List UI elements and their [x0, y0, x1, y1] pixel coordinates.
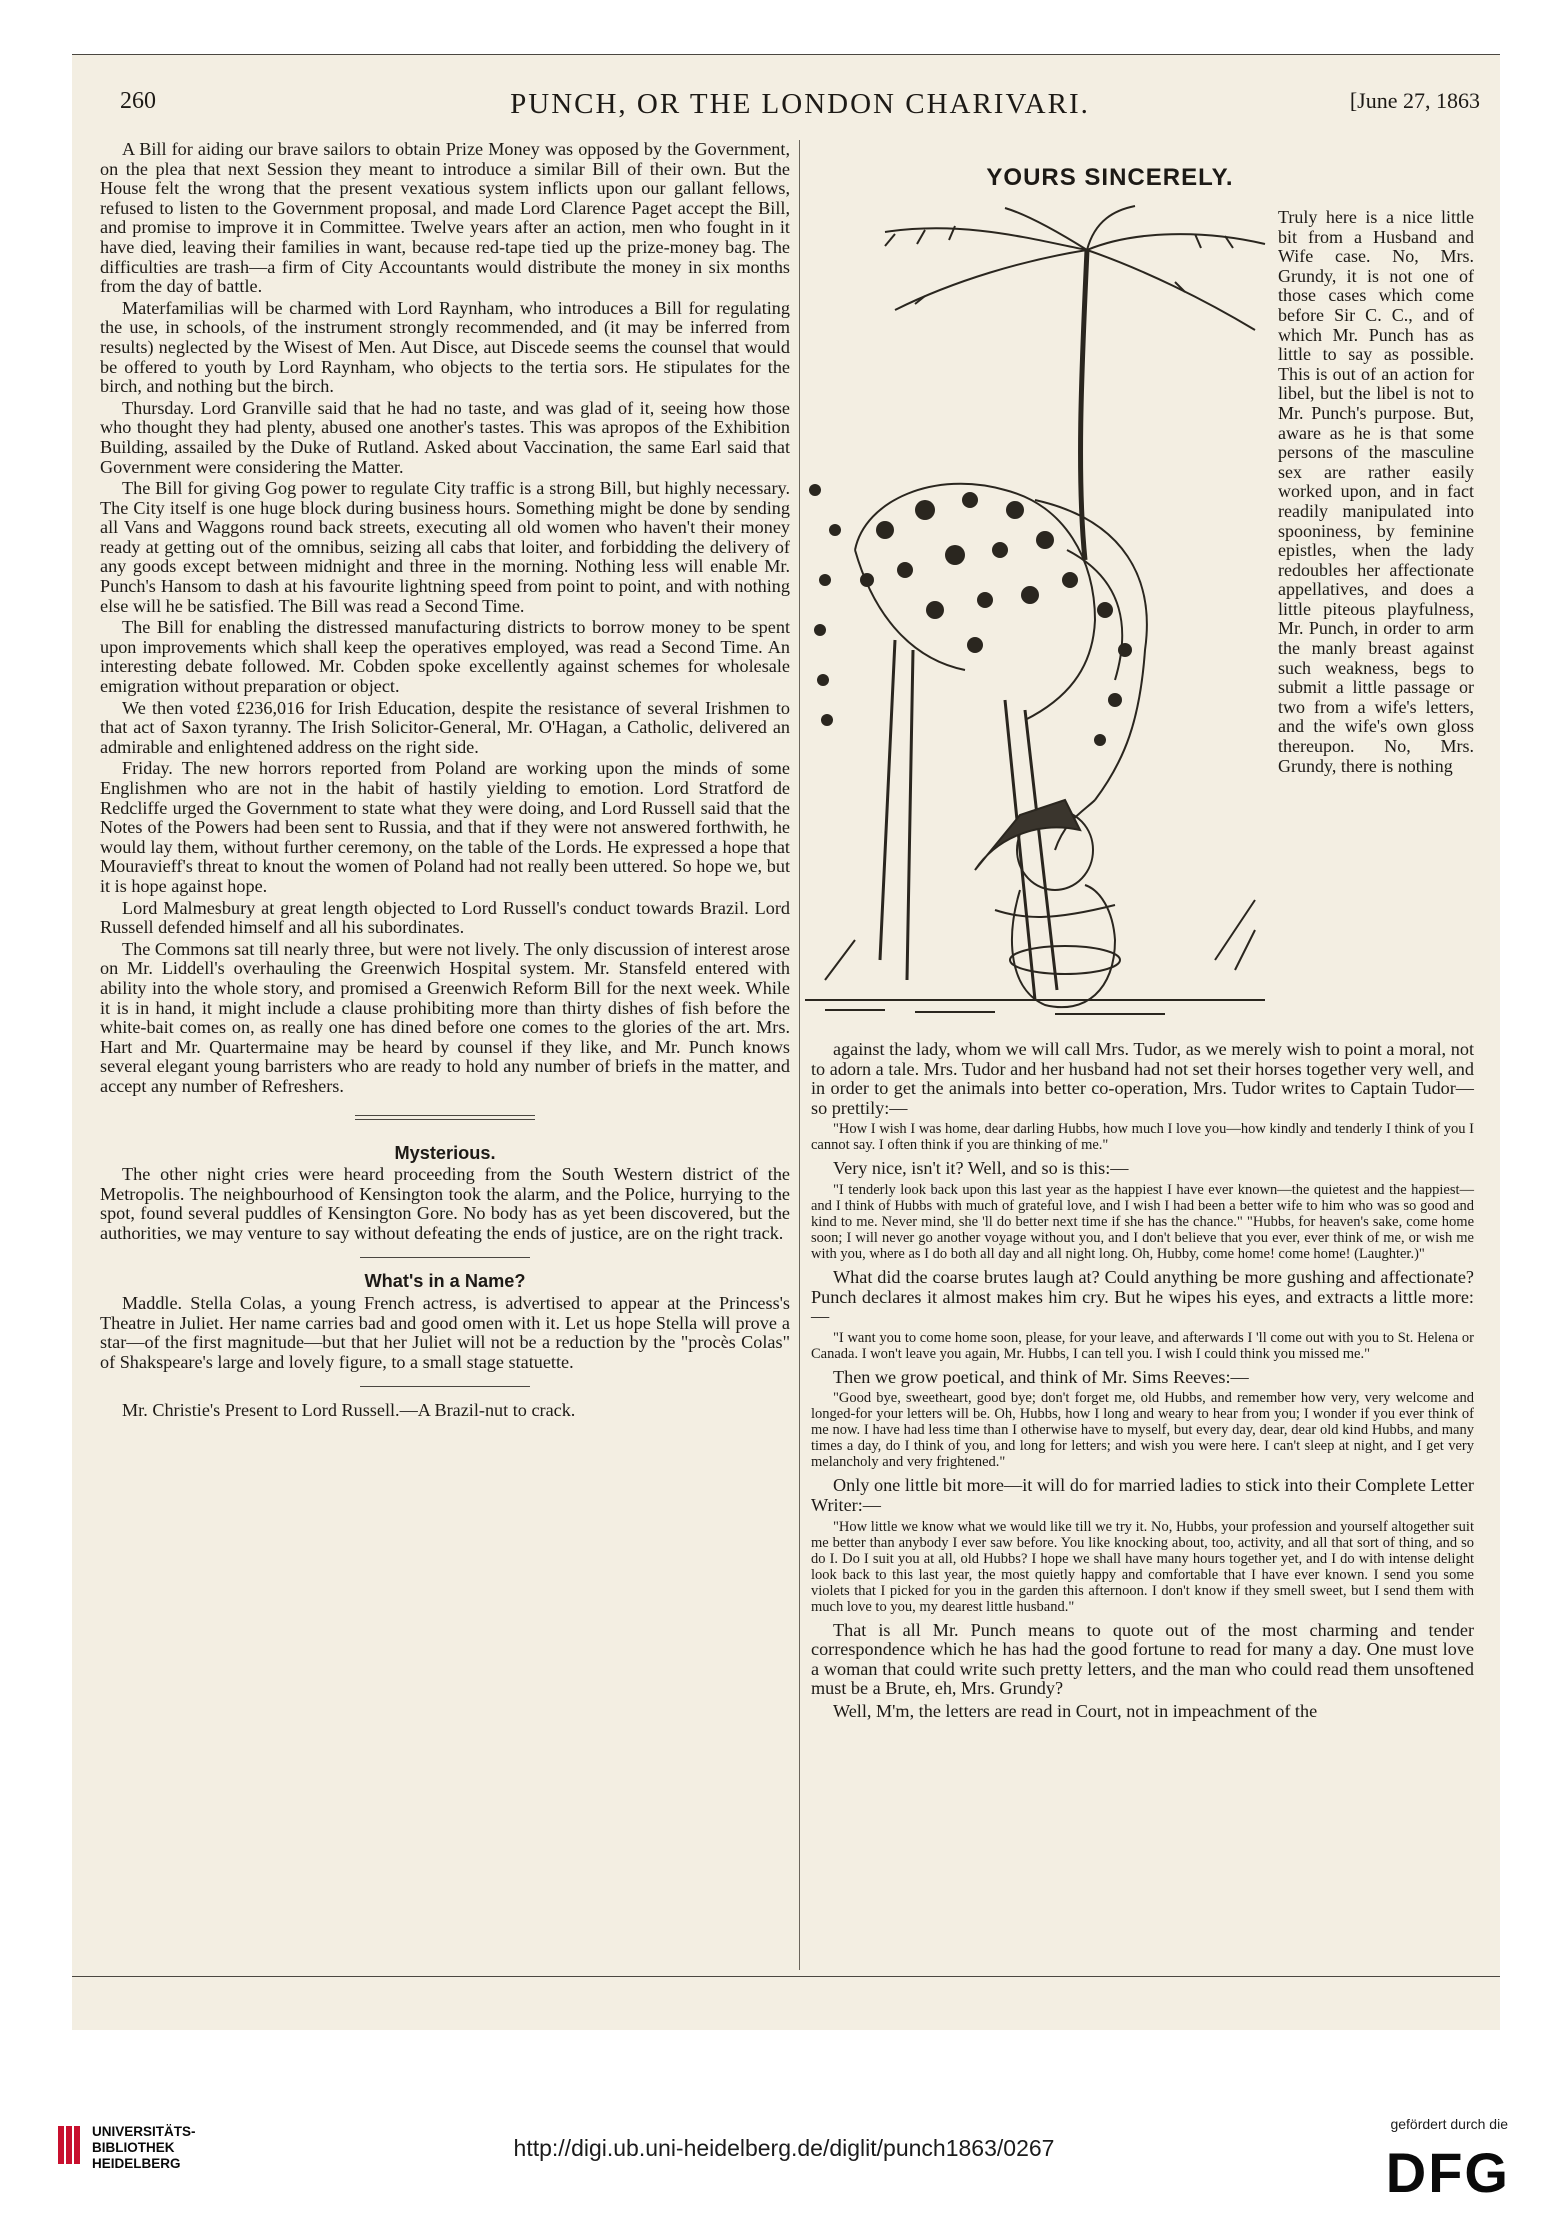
library-name-line: UNIVERSITÄTS- — [92, 2124, 196, 2139]
paragraph: That is all Mr. Punch means to quote out of the most charming and tender correspondence which he has had the good fortune to read for many a day. One must love a woman that could write such pretty letters, and the man who could read them unsoftened must be a Brute, eh, Mrs. Grundy? — [811, 1619, 1474, 1699]
paragraph: We then voted £236,016 for Irish Education, despite the resistance of several Irishmen to that act of Saxon tyranny. The Irish Solicitor-General, Mr. O'Hagan, a Catholic, delivered an admirable and enlightened address on the right side. — [100, 697, 790, 757]
bottom-rule — [72, 1976, 1500, 1977]
closing-joke: Mr. Christie's Present to Lord Russell.—A Brazil-nut to crack. — [122, 1400, 576, 1421]
paragraph: The Bill for enabling the distressed manufacturing districts to borrow money to be spent upon improvements which shall keep the operatives employed, was read a Second Time. An interesting debate followed. Mr. Cobden spoke excellently against schemes for wholesale emigration without preparation or object. — [100, 617, 790, 697]
paragraph: Thursday. Lord Granville said that he had no taste, and was glad of it, seeing how those who thought they had plenty, abused one another's tastes. This was apropos of the Exhibition Building, assailed by the Duke of Rutland. Asked about Vaccination, the same Earl said that Government were considering the Matter. — [100, 397, 790, 477]
paragraph: The Bill for giving Gog power to regulate City traffic is a strong Bill, but highly necessary. The City itself is one huge block during business hours. Something might be done by sending all Vans and Waggons round back streets, executing all old women who haven't their money ready at getting out of the omnibus, seizing all cabs that loiter, and forbidding the delivery of any goods except between midnight and three in the morning. Nothing less will enable Mr. Punch's Hansom to dash at his favourite lightning speed from point to point, and with nothing else will he be satisfied. The Bill was read a Second Time. — [100, 478, 790, 616]
paragraph: What did the coarse brutes laugh at? Could anything be more gushing and affectionate? Punch declares it almost makes him cry. But he wipes his eyes, and extracts a little more:— — [811, 1266, 1474, 1327]
left-column — [100, 140, 790, 1970]
letter-quote: "I want you to come home soon, please, for your leave, and afterwards I 'll come out with you to St. Helena or Canada. I won't leave you again, Mr. Hubbs, I can tell you. I wish I could think you missed me." — [811, 1329, 1474, 1362]
funding-note: gefördert durch die — [1390, 2116, 1508, 2132]
paragraph: Very nice, isn't it? Well, and so is this:— — [833, 1158, 1129, 1179]
paragraph: Friday. The new horrors reported from Poland are working upon the minds of some Englishmen who are not in the habit of hastily yielding to emotion. Lord Stratford de Redcliffe urged the Government to state what they were doing, and Lord Russell said that the Notes of the Powers had been sent to Russia, and that if they were not answered forthwith, he would lay them, without further ceremony, on the table of the Lords. He expressed a hope that Mouravieff's threat to knout the women of Poland had not really been uttered. So hope we, but it is hope against hope. — [100, 758, 790, 896]
paragraph: The other night cries were heard proceeding from the South Western district of the Metropolis. The neighbourhood of Kensington took the alarm, and the Police, hurrying to the spot, found several puddles of Kensington Gore. No body has as yet been discovered, but the authorities, we may venture to say without defeating the ends of justice, are on the right track. — [100, 1164, 790, 1243]
paragraph: Then we grow poetical, and think of Mr. Sims Reeves:— — [833, 1366, 1249, 1387]
page-header — [120, 88, 1480, 128]
intro-paragraph: Truly here is a nice little bit from a Husband and Wife case. No, Mrs. Grundy, it is not one of those cases which come before Sir C. C., and of which Mr. Punch has as little to say as possible. This is out of an action for libel, but the libel is not to Mr. Punch's purpose. But, aware as he is that some persons of the masculine sex are rather easily worked upon, and in fact readily manipulated into spooniness, by feminine epistles, when the lady redoubles her affectionate appellatives, and does a little piteous playfulness, Mr. Punch, in order to arm the manly breast against such weakness, begs to submit a little passage or two from a wife's letters, and the wife's own gloss thereupon. No, Mrs. Grundy, there is nothing — [1278, 207, 1474, 776]
article-title-name: What's in a Name? — [364, 1271, 526, 1292]
cartoon-illustration — [795, 200, 1275, 1040]
section-divider — [360, 1386, 530, 1387]
paragraph: Materfamilias will be charmed with Lord Raynham, who introduces a Bill for regulating the use, in schools, of the instrument strongly recommended, and (it may be inferred from results) neglected by the Wisest of Men. Aut Disce, aut Discede seems the counsel that would be offered to youth by Lord Raynham, who objects to the tertia sors. He stipulates for the birch, and nothing but the birch. — [100, 297, 790, 397]
running-title: PUNCH, OR THE LONDON CHARIVARI. — [510, 88, 1090, 120]
paragraph: Maddle. Stella Colas, a young French actress, is advertised to appear at the Princess's Theatre in Juliet. Her name carries bad and good omen with it. Let us hope Stella will prove a star—of the first magnitude—but that her Juliet will not be a reduction by the "procès Colas" of Shakspeare's large and lovely figure, to a small stage statuette. — [100, 1293, 790, 1372]
article-title-yours-sincerely: YOURS SINCERELY. — [986, 164, 1234, 191]
section-divider — [360, 1257, 530, 1258]
right-column — [811, 1040, 1474, 1725]
paragraph: Well, M'm, the letters are read in Court, not in impeachment of the — [833, 1700, 1318, 1721]
paragraph: The Commons sat till nearly three, but were not lively. The only discussion of interest arose on Mr. Liddell's overhauling the Greenwich Hospital system. Mr. Stansfeld entered with ability into the whole story, and promised a Greenwich Reform Bill for the next week. While it is in hand, it might include a clause prohibiting more than thirty dishes of fish before the white-bait comes on, as really one has dined before one comes to the glories of the art. Mrs. Hart and Mr. Quartermaine may be heard by counsel if they like, and Mr. Punch knows several elegant young barristers who are ready to hold any number of briefs in the matter, and accept any number of Refreshers. — [100, 938, 790, 1096]
paragraph: Only one little bit more—it will do for married ladies to stick into their Complete Letter Writer:— — [811, 1475, 1474, 1515]
issue-date: [June 27, 1863 — [1349, 88, 1480, 113]
page-number: 260 — [120, 88, 156, 114]
section-divider — [355, 1115, 535, 1120]
source-url[interactable]: http://digi.ub.uni-heidelberg.de/diglit/punch1863/0267 — [513, 2135, 1055, 2161]
dfg-logo: DFG — [1385, 2141, 1510, 2204]
paragraph: Lord Malmesbury at great length objected to Lord Russell's conduct towards Brazil. Lord Russell defended himself and all his subordinates. — [100, 897, 790, 938]
library-name-line: HEIDELBERG — [92, 2156, 181, 2171]
letter-quote: "How little we know what we would like till we try it. No, Hubbs, your profession and yourself altogether suit me better than anybody I ever saw before. You like knocking about, too, activity, and all that sort of thing, and so do I. Do I suit you at all, old Hubbs? I hope we shall have many hours together yet, and I do with intense delight look back to this last year, the most quietly happy and comfortable that I have ever known. I send you some violets that I picked for you in the garden this afternoon. I don't know if they smell sweet, but I send them with much love to you, my dearest little husband." — [811, 1518, 1474, 1615]
paragraph: against the lady, whom we will call Mrs. Tudor, as we merely wish to point a moral, not to adorn a tale. Mrs. Tudor and her husband had not set their horses together very well, and in order to get the animals into better co-operation, Mrs. Tudor writes to Captain Tudor—so prettily:— — [811, 1039, 1474, 1118]
letter-quote: "How I wish I was home, dear darling Hubbs, how much I love you—how kindly and tenderly I think of you I cannot say. I often think if you are thinking of me." — [811, 1121, 1474, 1154]
article-title-mysterious: Mysterious. — [394, 1142, 496, 1163]
library-name-line: BIBLIOTHEK — [92, 2140, 175, 2155]
sidebar-text — [1278, 208, 1474, 776]
paragraph: A Bill for aiding our brave sailors to obtain Prize Money was opposed by the Government, on the plea that next Session they meant to introduce a similar Bill of their own. But the House felt the wrong that the present vexatious system inflicts upon our gallant fellows, refused to listen to the Government proposal, and made Lord Clarence Paget accept the Bill, and promise to improve it in Committee. Twelve years after an action, men who fought in it have died, leaving their families in want, because red-tape tied up the prize-money bag. The difficulties are trash—a firm of City Accountants would distribute the money in six months from the day of battle. — [100, 139, 790, 297]
top-rule — [72, 54, 1500, 55]
letter-quote: "I tenderly look back upon this last year as the happiest I have ever known—the quietest and the happiest—and I think of Hubbs with much of grateful love, and I wish I had been a better wife to him who was so good and kind to me. Never mind, she 'll do better next time if she has the chance." "Hubbs, for heaven's sake, come home soon; I will never go another voyage without you, and I don't believe that you ever, ever think of me, or wish me with you, where as I do both all day and all night long. Oh, Hubby, come home! come home! (Laughter.)" — [811, 1181, 1474, 1262]
letter-quote: "Good bye, sweetheart, good bye; don't forget me, old Hubbs, and remember how very, very welcome and longed-for your letters will be. Oh, Hubbs, how I long and weary to hear from you; I wonder if you ever think of me now. I have had less time than I otherwise have to myself, but every day, dear, dear old kind Hubbs, and many times a day, do I think of you, and long for letters; and wish you were here. I can't sleep at night, and I get very melancholy and very frightened." — [811, 1390, 1474, 1471]
